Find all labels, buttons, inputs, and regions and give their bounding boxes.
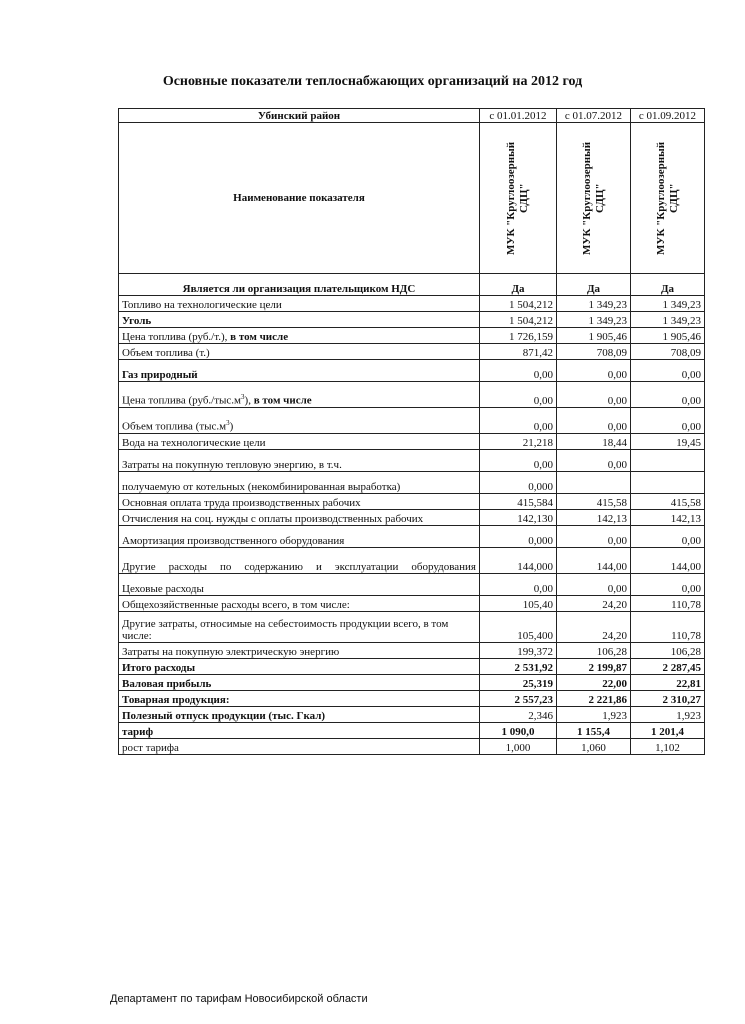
row-value: 0,00 (557, 574, 631, 596)
table-header-row (119, 109, 705, 123)
vat-value: Да (631, 274, 705, 296)
row-value: 0,000 (480, 472, 557, 494)
row-value: 1,923 (557, 707, 631, 723)
row-value: 22,81 (631, 675, 705, 691)
table-row (119, 526, 705, 548)
row-label: Топливо на технологические цели (119, 296, 480, 312)
row-value: 21,218 (480, 434, 557, 450)
row-value: 1 905,46 (631, 328, 705, 344)
org-header-cell (480, 123, 557, 274)
row-value: 708,09 (631, 344, 705, 360)
row-label: получаемую от котельных (некомбинированная выработка) (119, 472, 480, 494)
row-value (631, 472, 705, 494)
row-label: Другие расходы по содержанию и эксплуатации оборудования (119, 548, 480, 574)
row-value: 0,00 (480, 360, 557, 382)
row-label: Полезный отпуск продукции (тыс. Гкал) (119, 707, 480, 723)
row-value: 2 310,27 (631, 691, 705, 707)
row-value: 1 349,23 (631, 312, 705, 328)
row-value: 105,400 (480, 612, 557, 643)
table-row (119, 739, 705, 755)
row-label: Отчисления на соц. нужды с оплаты производственных рабочих (119, 510, 480, 526)
org-name: МУК "Круглоозерный СДЦ" (580, 141, 606, 255)
row-value: 0,00 (631, 408, 705, 434)
row-value: 142,13 (557, 510, 631, 526)
row-value: 871,42 (480, 344, 557, 360)
row-label: Товарная продукция: (119, 691, 480, 707)
row-value: 0,00 (631, 574, 705, 596)
row-value: 199,372 (480, 643, 557, 659)
row-value: 142,130 (480, 510, 557, 526)
row-value: 1 504,212 (480, 296, 557, 312)
row-value: 24,20 (557, 612, 631, 643)
row-value: 1 349,23 (631, 296, 705, 312)
row-label: Затраты на покупную электрическую энергию (119, 643, 480, 659)
table-row (119, 344, 705, 360)
row-value: 1 155,4 (557, 723, 631, 739)
table-row (119, 382, 705, 408)
row-value: 106,28 (557, 643, 631, 659)
table-row (119, 360, 705, 382)
row-value: 0,00 (631, 382, 705, 408)
indicators-table (118, 108, 705, 755)
org-header-row (119, 123, 705, 274)
row-label: Затраты на покупную тепловую энергию, в т.ч. (119, 450, 480, 472)
row-value: 2,346 (480, 707, 557, 723)
row-value: 0,00 (631, 526, 705, 548)
row-value (631, 450, 705, 472)
row-value: 0,00 (631, 360, 705, 382)
table-row (119, 659, 705, 675)
row-label: Итого расходы (119, 659, 480, 675)
table-row (119, 574, 705, 596)
row-value: 415,584 (480, 494, 557, 510)
table-row (119, 707, 705, 723)
vat-row (119, 274, 705, 296)
table-row (119, 328, 705, 344)
row-value: 708,09 (557, 344, 631, 360)
row-value: 2 531,92 (480, 659, 557, 675)
table-row (119, 612, 705, 643)
row-label: Другие затраты, относимые на себестоимость продукции всего, в том числе: (119, 612, 480, 643)
table-row (119, 296, 705, 312)
row-value: 144,00 (557, 548, 631, 574)
row-value: 110,78 (631, 612, 705, 643)
table-row (119, 548, 705, 574)
org-header-cell (557, 123, 631, 274)
row-value: 415,58 (557, 494, 631, 510)
row-value: 0,00 (557, 382, 631, 408)
table-row (119, 596, 705, 612)
row-value: 1,923 (631, 707, 705, 723)
region-header: Убинский район (119, 109, 480, 123)
row-value: 2 557,23 (480, 691, 557, 707)
row-value: 0,00 (557, 450, 631, 472)
row-label: тариф (119, 723, 480, 739)
row-value: 1 349,23 (557, 312, 631, 328)
vat-value: Да (557, 274, 631, 296)
date-header: с 01.09.2012 (631, 109, 705, 123)
row-value: 19,45 (631, 434, 705, 450)
org-name: МУК "Круглоозерный СДЦ" (505, 141, 530, 255)
table-row (119, 434, 705, 450)
row-value: 415,58 (631, 494, 705, 510)
row-label: Объем топлива (т.) (119, 344, 480, 360)
row-value: 0,00 (480, 574, 557, 596)
row-value: 1 201,4 (631, 723, 705, 739)
row-value: 1 090,0 (480, 723, 557, 739)
row-value: 1,000 (480, 739, 557, 755)
indicator-column-header: Наименование показателя (119, 123, 480, 274)
row-label: Валовая прибыль (119, 675, 480, 691)
row-value: 25,319 (480, 675, 557, 691)
row-label: Вода на технологические цели (119, 434, 480, 450)
row-label: Газ природный (119, 360, 480, 382)
row-value: 0,00 (557, 408, 631, 434)
table-row (119, 691, 705, 707)
row-value: 0,00 (480, 408, 557, 434)
footer-department: Департамент по тарифам Новосибирской области (110, 993, 368, 1005)
table-row (119, 450, 705, 472)
row-value: 1 504,212 (480, 312, 557, 328)
row-label: Общехозяйственные расходы всего, в том числе: (119, 596, 480, 612)
row-label: Цена топлива $(руб./тыс.м^3)$, в том числе (119, 382, 480, 408)
table-row (119, 312, 705, 328)
row-value: 1,060 (557, 739, 631, 755)
row-value: 1,102 (631, 739, 705, 755)
row-value: 1 905,46 (557, 328, 631, 344)
table-row (119, 472, 705, 494)
date-header: с 01.01.2012 (480, 109, 557, 123)
row-value: 24,20 (557, 596, 631, 612)
vat-value: Да (480, 274, 557, 296)
date-header: с 01.07.2012 (557, 109, 631, 123)
row-label: рост тарифа (119, 739, 480, 755)
row-value: 2 287,45 (631, 659, 705, 675)
row-value: 2 199,87 (557, 659, 631, 675)
row-label: Цена топлива (руб./т.), в том числе (119, 328, 480, 344)
row-value: 0,00 (557, 526, 631, 548)
table-row (119, 643, 705, 659)
row-value: 0,00 (480, 382, 557, 408)
table-row (119, 675, 705, 691)
table-row (119, 510, 705, 526)
row-value: 1 726,159 (480, 328, 557, 344)
row-value: 18,44 (557, 434, 631, 450)
row-value: 0,00 (480, 450, 557, 472)
table-row (119, 723, 705, 739)
row-label: Уголь (119, 312, 480, 328)
vat-label: Является ли организация плательщиком НДС (119, 274, 480, 296)
row-label: Основная оплата труда производственных рабочих (119, 494, 480, 510)
row-value: 0,00 (557, 360, 631, 382)
row-label: Цеховые расходы (119, 574, 480, 596)
row-value: 106,28 (631, 643, 705, 659)
row-value: 144,00 (631, 548, 705, 574)
row-value: 2 221,86 (557, 691, 631, 707)
row-value: 1 349,23 (557, 296, 631, 312)
row-label: Амортизация производственного оборудования (119, 526, 480, 548)
document-title: Основные показатели теплоснабжающих организаций на 2012 год (162, 74, 583, 89)
row-value (557, 472, 631, 494)
row-value: 110,78 (631, 596, 705, 612)
row-value: 144,000 (480, 548, 557, 574)
row-label: Объем топлива $(тыс.м^3)$ (119, 408, 480, 434)
row-value: 0,000 (480, 526, 557, 548)
org-name: МУК "Круглоозерный СДЦ" (654, 141, 680, 255)
row-value: 22,00 (557, 675, 631, 691)
row-value: 142,13 (631, 510, 705, 526)
row-value: 105,40 (480, 596, 557, 612)
org-header-cell (631, 123, 705, 274)
table-row (119, 494, 705, 510)
table-row (119, 408, 705, 434)
